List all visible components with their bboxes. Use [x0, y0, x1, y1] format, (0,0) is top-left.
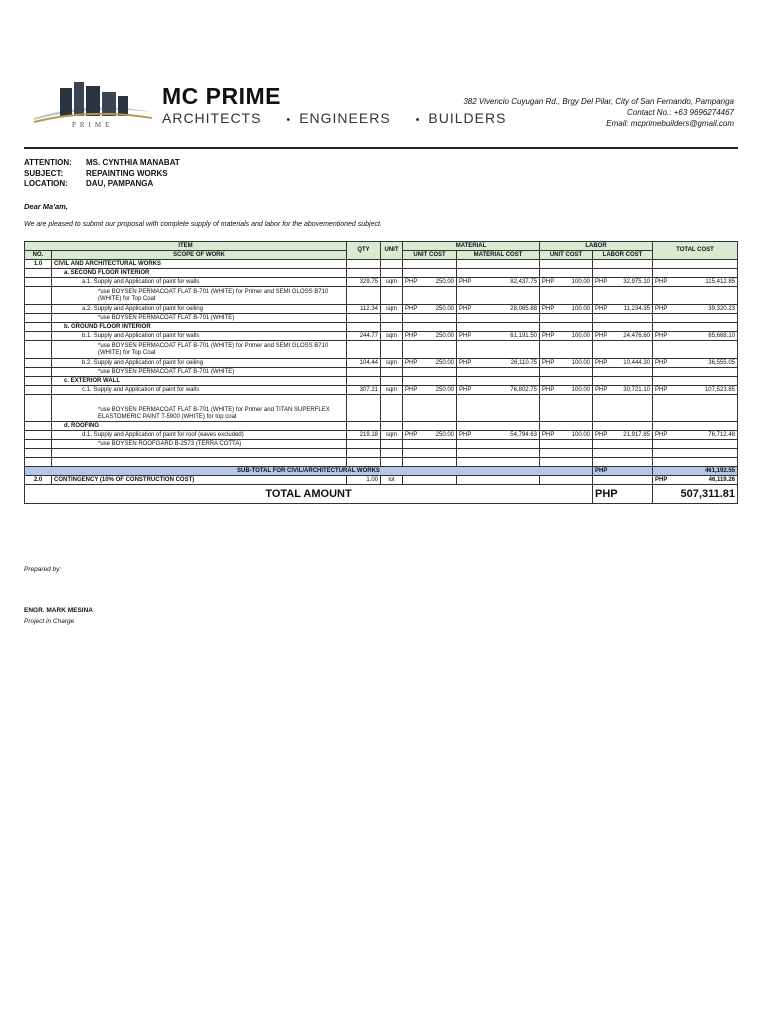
company-name: MC PRIME	[162, 83, 281, 109]
greeting: Dear Ma'am,	[24, 202, 68, 211]
subsection-title: d. ROOFING	[52, 422, 347, 431]
row-labor-cost: 24,476.60	[623, 332, 650, 339]
header-no: NO.	[25, 251, 52, 260]
row-labor-cost: 11,234.35	[623, 305, 650, 312]
row-material-unit-cost: 250.00	[435, 359, 454, 366]
contingency-row	[25, 476, 738, 485]
empty-row	[25, 449, 738, 458]
row-unit: sqm	[381, 359, 403, 368]
table-row	[25, 305, 738, 314]
attention-value: MS. CYNTHIA MANABAT	[86, 158, 180, 167]
subject-value: REPAINTING WORKS	[86, 168, 168, 178]
bullet-icon: •	[286, 114, 292, 126]
header-labor: LABOR	[540, 242, 653, 251]
currency-label: PHP	[595, 386, 608, 393]
currency-label: PHP	[542, 359, 555, 366]
row-description: b.2. Supply and Application of paint for ceiling	[52, 359, 347, 368]
currency-label: PHP	[459, 386, 472, 393]
table-row	[25, 332, 738, 341]
row-unit: sqm	[381, 386, 403, 395]
total-value: 507,311.81	[653, 485, 738, 504]
currency-label: PHP	[542, 278, 555, 285]
row-description: a.2. Supply and Application of paint for ceiling	[52, 305, 347, 314]
contingency-unit: lot	[381, 476, 403, 485]
note-row	[25, 440, 738, 449]
row-qty: 219.18	[347, 431, 381, 440]
row-total-cost: 76,712.48	[708, 431, 735, 438]
note-row	[25, 341, 738, 359]
currency-label: PHP	[459, 332, 472, 339]
row-material-cost: 54,794.63	[510, 431, 537, 438]
letter-meta	[24, 158, 180, 190]
row-unit: sqm	[381, 332, 403, 341]
company-phone: Contact No.: +63 9696274467	[627, 108, 734, 117]
prepared-by-label: Prepared by:	[24, 566, 62, 573]
location-value: DAU, PAMPANGA	[86, 179, 154, 188]
currency-label: PHP	[405, 386, 418, 393]
currency-label: PHP	[542, 386, 555, 393]
bullet-icon: •	[415, 114, 421, 126]
row-material-cost: 28,085.88	[510, 305, 537, 312]
row-labor-unit-cost: 100.00	[571, 278, 590, 285]
table-row	[25, 386, 738, 395]
section-no: 1.0	[25, 260, 52, 269]
row-material-unit-cost: 250.00	[435, 278, 454, 285]
contingency-qty: 1.00	[347, 476, 381, 485]
row-description: d.1. Supply and Application of paint for roof (eaves excluded)	[52, 431, 347, 440]
row-labor-cost: 30,721.10	[623, 386, 650, 393]
row-description: b.1. Supply and Application of paint for walls	[52, 332, 347, 341]
currency-label: PHP	[405, 431, 418, 438]
currency-label: PHP	[595, 305, 608, 312]
subsection-row	[25, 377, 738, 386]
currency-label: PHP	[655, 305, 668, 312]
row-note: *use BOYSEN PERMACOAT FLAT B-701 (WHITE) for Primer and SEMI GLOSS B710 (WHITE) for Top Coat	[52, 341, 347, 359]
location-label: LOCATION:	[24, 179, 68, 188]
note-row	[25, 395, 738, 422]
row-labor-unit-cost: 100.00	[571, 431, 590, 438]
engineer-name: ENGR. MARK MESINA	[24, 607, 93, 614]
currency-label: PHP	[459, 431, 472, 438]
note-row	[25, 314, 738, 323]
row-total-cost: 36,555.05	[708, 359, 735, 366]
row-description: a.1. Supply and Application of paint for walls	[52, 278, 347, 287]
header-item: ITEM	[25, 242, 347, 251]
currency-label: PHP	[405, 332, 418, 339]
table-header-row	[25, 242, 738, 251]
row-qty: 307.21	[347, 386, 381, 395]
tagline-builders: BUILDERS	[428, 110, 507, 126]
row-note: *use BOYSEN PERMACOAT FLAT B-701 (WHITE) for Primer and SEMI GLOSS B710 (WHITE) for Top Coat	[52, 287, 347, 305]
subtotal-currency: PHP	[593, 467, 653, 476]
header-labor-unit-cost: UNIT COST	[540, 251, 593, 260]
tagline-architects: ARCHITECTS	[162, 110, 262, 126]
cost-table	[24, 241, 738, 504]
contingency-label: CONTINGENCY (10% OF CONSTRUCTION COST)	[52, 476, 347, 485]
row-labor-unit-cost: 100.00	[571, 332, 590, 339]
header-material: MATERIAL	[403, 242, 540, 251]
total-label: TOTAL AMOUNT	[25, 485, 593, 504]
total-row	[25, 485, 738, 504]
currency-label: PHP	[542, 431, 555, 438]
table-row	[25, 431, 738, 440]
subsection-row	[25, 422, 738, 431]
engineer-role: Project in Charge	[24, 618, 75, 625]
row-material-unit-cost: 250.00	[435, 386, 454, 393]
row-labor-unit-cost: 100.00	[571, 386, 590, 393]
section-title: CIVIL AND ARCHITECTURAL WORKS	[52, 260, 347, 269]
currency-label: PHP	[459, 278, 472, 285]
row-labor-cost: 10,444.30	[623, 359, 650, 366]
currency-label: PHP	[459, 359, 472, 366]
header-unit: UNIT	[381, 242, 403, 260]
row-note: *use BOYSEN PERMACOAT FLAT B-701 (WHITE)	[52, 368, 347, 377]
subsection-title: a. SECOND FLOOR INTERIOR	[52, 269, 347, 278]
row-material-cost: 61,191.50	[510, 332, 537, 339]
company-tagline	[162, 110, 506, 126]
currency-label: PHP	[655, 476, 668, 483]
table-row	[25, 278, 738, 287]
row-note: *use BOYSEN ROOFGARD B-2573 (TERRA COTTA)	[52, 440, 347, 449]
currency-label: PHP	[595, 332, 608, 339]
tagline-engineers: ENGINEERS	[299, 110, 391, 126]
row-note: *use BOYSEN PERMACOAT FLAT B-701 (WHITE)	[52, 314, 347, 323]
row-total-cost: 115,412.85	[705, 278, 735, 285]
currency-label: PHP	[459, 305, 472, 312]
contingency-value: 46,119.26	[708, 476, 735, 483]
row-unit: sqm	[381, 305, 403, 314]
currency-label: PHP	[655, 332, 668, 339]
subsection-row	[25, 269, 738, 278]
header-material-cost: MATERIAL COST	[457, 251, 540, 260]
currency-label: PHP	[542, 332, 555, 339]
attention-label: ATTENTION:	[24, 158, 72, 167]
note-row	[25, 368, 738, 377]
row-description: c.1. Supply and Application of paint for walls	[52, 386, 347, 395]
subsection-title: b. GROUND FLOOR INTERIOR	[52, 323, 347, 332]
row-material-unit-cost: 250.00	[435, 431, 454, 438]
row-unit: sqm	[381, 431, 403, 440]
table-row	[25, 359, 738, 368]
subtotal-label: SUB-TOTAL FOR CIVIL/ARCHITECTURAL WORKS	[25, 467, 593, 476]
row-qty: 112.34	[347, 305, 381, 314]
subsection-row	[25, 323, 738, 332]
company-contact	[463, 96, 734, 129]
header-total-cost: TOTAL COST	[653, 242, 738, 260]
row-qty: 104.44	[347, 359, 381, 368]
row-unit: sqm	[381, 278, 403, 287]
row-total-cost: 85,668.10	[708, 332, 735, 339]
currency-label: PHP	[405, 305, 418, 312]
header-scope: SCOPE OF WORK	[52, 251, 347, 260]
currency-label: PHP	[405, 278, 418, 285]
subject-label: SUBJECT:	[24, 168, 64, 178]
row-note: *use BOYSEN PERMACOAT FLAT B-701 (WHITE) for Primer and TITAN SUPERFLEX ELASTOMERIC PAINT T-5900 (WHITE) for top coat	[52, 395, 347, 422]
company-address: 382 Vivencio Cuyugan Rd., Brgy Del Pilar, City of San Fernando, Pampanga	[463, 97, 734, 106]
currency-label: PHP	[405, 359, 418, 366]
row-labor-unit-cost: 100.00	[571, 305, 590, 312]
row-material-unit-cost: 250.00	[435, 332, 454, 339]
row-material-cost: 82,437.75	[510, 278, 537, 285]
row-qty: 244.77	[347, 332, 381, 341]
row-labor-unit-cost: 100.00	[571, 359, 590, 366]
currency-label: PHP	[595, 278, 608, 285]
section-row	[25, 260, 738, 269]
row-labor-cost: 32,975.10	[623, 278, 650, 285]
total-currency: PHP	[593, 485, 653, 504]
subsection-title: c. EXTERIOR WALL	[52, 377, 347, 386]
currency-label: PHP	[655, 359, 668, 366]
note-row	[25, 287, 738, 305]
row-material-cost: 76,802.75	[510, 386, 537, 393]
currency-label: PHP	[655, 431, 668, 438]
row-labor-cost: 21,917.85	[623, 431, 650, 438]
row-material-unit-cost: 250.00	[435, 305, 454, 312]
row-total-cost: 107,523.85	[704, 386, 735, 393]
header-divider	[24, 147, 738, 149]
row-material-cost: 26,110.75	[510, 359, 537, 366]
empty-row	[25, 458, 738, 467]
subtotal-value: 461,192.55	[653, 467, 738, 476]
currency-label: PHP	[595, 431, 608, 438]
row-total-cost: 39,320.23	[708, 305, 735, 312]
currency-label: PHP	[655, 278, 668, 285]
currency-label: PHP	[542, 305, 555, 312]
company-logo	[30, 78, 155, 130]
currency-label: PHP	[595, 359, 608, 366]
intro-text: We are pleased to submit our proposal with complete supply of materials and labor for the abovementioned subject.	[24, 221, 382, 228]
header-labor-cost: LABOR COST	[593, 251, 653, 260]
header-material-unit-cost: UNIT COST	[403, 251, 457, 260]
header-qty: QTY	[347, 242, 381, 260]
row-qty: 329.75	[347, 278, 381, 287]
currency-label: PHP	[655, 386, 668, 393]
logo-text: PRIME	[72, 121, 114, 129]
contingency-no: 2.0	[25, 476, 52, 485]
subtotal-row	[25, 467, 738, 476]
company-email: Email: mcprimebuilders@gmail.com	[606, 119, 734, 128]
